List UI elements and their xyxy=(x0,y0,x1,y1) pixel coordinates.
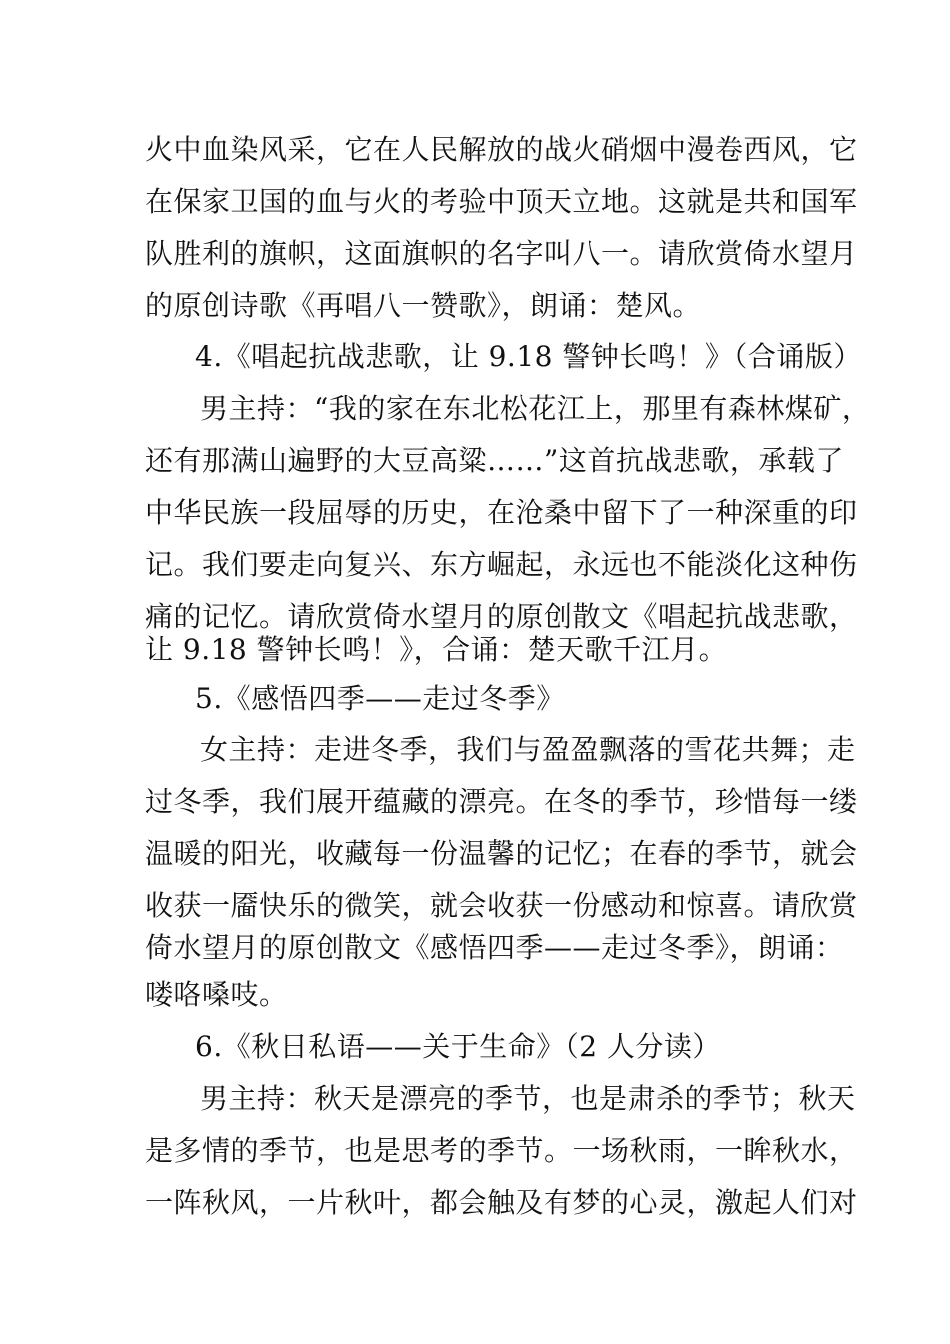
text-line: 让 9.18 警钟长鸣！》，合诵：楚天歌千江月。 xyxy=(145,633,728,666)
text-line: 记。我们要走向复兴、东方崛起，永远也不能淡化这种伤 xyxy=(145,548,858,581)
text-line: 男主持：秋天是漂亮的季节，也是肃杀的季节；秋天 xyxy=(200,1082,856,1115)
text-line: 是多情的季节，也是思考的季节。一场秋雨，一眸秋水， xyxy=(145,1134,858,1167)
text-line: 收获一靥快乐的微笑，就会收获一份感动和惊喜。请欣赏 xyxy=(145,889,858,922)
text-line: 中华民族一段屈辱的历史，在沧桑中留下了一种深重的印 xyxy=(145,496,858,529)
text-line: 倚水望月的原创散文《感悟四季——走过冬季》，朗诵： xyxy=(145,931,844,964)
section-heading: 6.《秋日私语——关于生命》（2 人分读） xyxy=(195,1030,721,1063)
text-line: 火中血染风采，它在人民解放的战火硝烟中漫卷西风，它 xyxy=(145,133,858,166)
section-heading: 5.《感悟四季——走过冬季》 xyxy=(195,682,565,715)
text-line: 一阵秋风，一片秋叶，都会触及有梦的心灵，激起人们对 xyxy=(145,1186,858,1219)
text-line: 女主持：走进冬季，我们与盈盈飘落的雪花共舞；走 xyxy=(200,733,856,766)
text-line: 过冬季，我们展开蕴藏的漂亮。在冬的季节，珍惜每一缕 xyxy=(145,785,858,818)
text-line: 男主持：“我的家在东北松花江上，那里有森林煤矿， xyxy=(200,392,871,425)
section-heading: 4.《唱起抗战悲歌，让 9.18 警钟长鸣！》（合诵版） xyxy=(195,340,862,373)
text-line: 痛的记忆。请欣赏倚水望月的原创散文《唱起抗战悲歌， xyxy=(145,600,858,633)
text-line: 温暖的阳光，收藏每一份温馨的记忆；在春的季节，就会 xyxy=(145,837,858,870)
text-line: 喽咯嗓吱。 xyxy=(145,978,288,1011)
text-line: 在保家卫国的血与火的考验中顶天立地。这就是共和国军 xyxy=(145,185,858,218)
text-line: 还有那满山遍野的大豆高粱……”这首抗战悲歌，承载了 xyxy=(145,444,844,477)
text-line: 队胜利的旗帜，这面旗帜的名字叫八一。请欣赏倚水望月 xyxy=(145,237,858,270)
text-line: 的原创诗歌《再唱八一赞歌》，朗诵：楚风。 xyxy=(145,289,702,322)
